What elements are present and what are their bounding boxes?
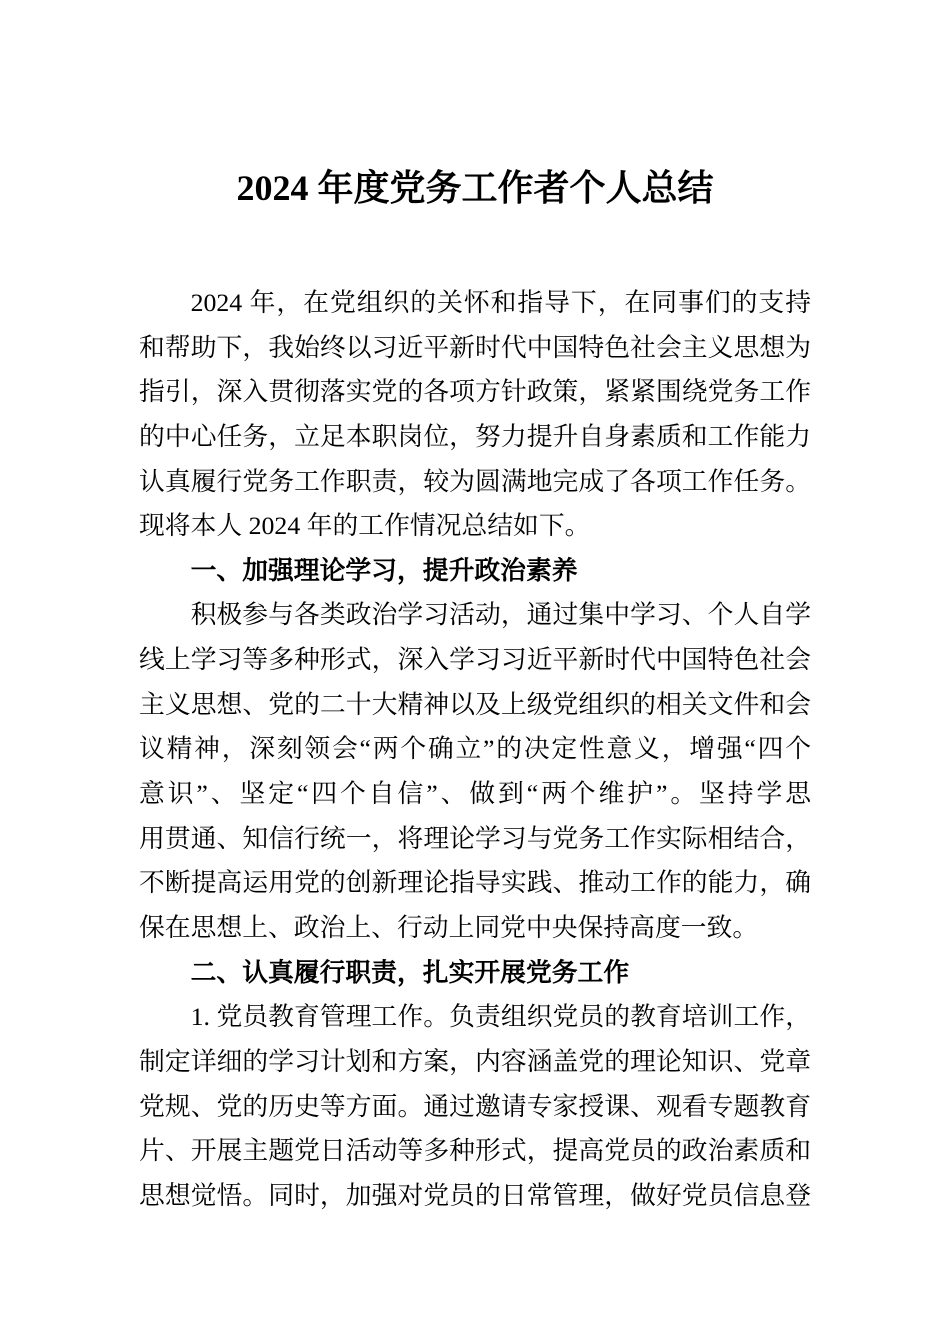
paragraph2-line6: 用贯通、知信行统一，将理论学习与党务工作实际相结合， (139, 823, 811, 853)
paragraph2-line3: 主义思想、党的二十大精神以及上级党组织的相关文件和会 (139, 689, 811, 719)
paragraph2-line8: 保在思想上、政治上、行动上同党中央保持高度一致。 (139, 912, 759, 942)
paragraph1-line4: 的中心任务，立足本职岗位，努力提升自身素质和工作能力 (139, 421, 811, 451)
document-title: 2024 年度党务工作者个人总结 (236, 168, 714, 208)
paragraph2-line2: 线上学习等多种形式，深入学习习近平新时代中国特色社会 (139, 645, 811, 675)
paragraph1-line2: 和帮助下，我始终以习近平新时代中国特色社会主义思想为 (139, 332, 811, 362)
paragraph2-line5: 意识”、坚定“四个自信”、做到“两个维护”。坚持学思 (139, 779, 811, 809)
paragraph1-line1: 2024 年，在党组织的关怀和指导下，在同事们的支持 (190, 288, 811, 317)
paragraph3-line1: 1. 党员教育管理工作。负责组织党员的教育培训工作， (190, 1002, 811, 1032)
paragraph3-line2: 制定详细的学习计划和方案，内容涵盖党的理论知识、党章 (139, 1046, 811, 1076)
document-body (139, 281, 811, 1218)
paragraph2-line1: 积极参与各类政治学习活动，通过集中学习、个人自学 (190, 600, 811, 630)
paragraph2-line4: 议精神，深刻领会“两个确立”的决定性意义，增强“四个 (139, 734, 811, 764)
paragraph3-line4: 片、开展主题党日活动等多种形式，提高党员的政治素质和 (139, 1136, 811, 1166)
paragraph1-line5: 认真履行党务工作职责，较为圆满地完成了各项工作任务。 (139, 466, 811, 496)
paragraph2-line7: 不断提高运用党的创新理论指导实践、推动工作的能力，确 (139, 868, 811, 898)
section-heading-2: 二、认真履行职责，扎实开展党务工作 (190, 958, 630, 987)
section-heading-1: 一、加强理论学习，提升政治素养 (190, 556, 578, 585)
paragraph1-line6: 现将本人 2024 年的工作情况总结如下。 (139, 511, 591, 541)
paragraph3-line5: 思想觉悟。同时，加强对党员的日常管理，做好党员信息登 (139, 1180, 811, 1210)
paragraph1-line3: 指引，深入贯彻落实党的各项方针政策，紧紧围绕党务工作 (139, 377, 811, 407)
paragraph3-line3: 党规、党的历史等方面。通过邀请专家授课、观看专题教育 (139, 1091, 811, 1121)
